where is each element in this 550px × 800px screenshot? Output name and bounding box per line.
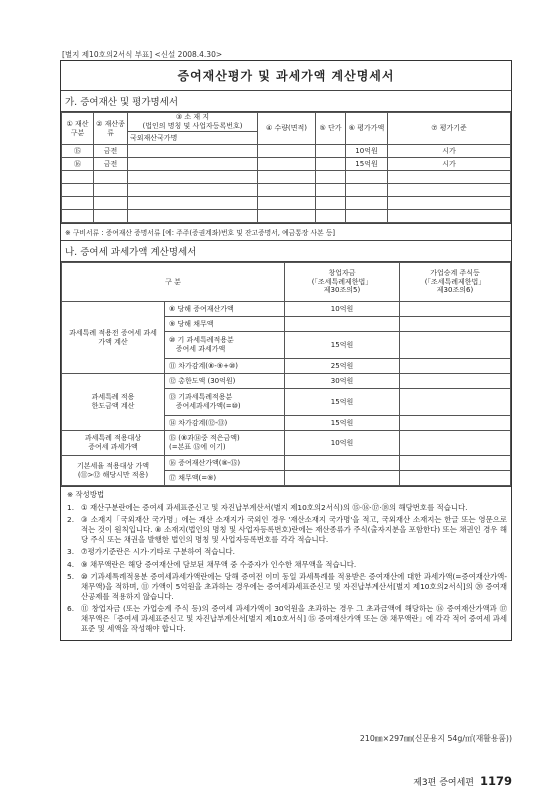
asset-valuation-table bbox=[61, 112, 511, 223]
group-basic-rate: 기본세율 적용대상 가액 (⑪>⑫ 해당시만 적용) bbox=[62, 456, 165, 486]
statement-form bbox=[60, 60, 512, 641]
col-asset-kind: ① 재산구분 bbox=[62, 113, 94, 145]
footer-part: 제3편 증여세편 bbox=[413, 778, 474, 788]
row-12-label: ⑫ 총한도액 (30억원) bbox=[165, 374, 285, 389]
list-item: 4. ⑨ 채무액란은 해당 증여재산에 담보된 채무액 중 수증자가 인수한 채무액을 적습니다. bbox=[67, 559, 357, 569]
row-9-label: ⑨ 당해 채무액 bbox=[165, 317, 285, 332]
group-target: 과세특례 적용대상 증여세 과세가액 bbox=[62, 431, 165, 456]
form-header: [별지 제10호의2서식 부표] <신설 2008.4.30> bbox=[62, 50, 223, 59]
row-14-value: 15억원 bbox=[285, 416, 400, 431]
form-title: 증여재산평가 및 과세가액 계산명세서 bbox=[61, 61, 511, 91]
group-pre-special: 과세특례 적용전 증여세 과세가액 계산 bbox=[62, 302, 165, 374]
row-11-value: 25억원 bbox=[285, 359, 400, 374]
instructions-title: ※ 작성방법 bbox=[67, 490, 105, 499]
head-gubun: 구 분 bbox=[62, 263, 285, 302]
col-location: ③ 소 재 지 (법인의 명칭 및 사업자등록번호) bbox=[128, 113, 258, 132]
row-15-label: ⑮ (⑧과⑭중 적은금액) (=본표 ⑮에 이기) bbox=[165, 431, 285, 456]
list-item: 5. ⑩ 기과세특례적용분 증여세과세가액란에는 당해 증여전 이미 동일 과세특례를 적용받은 증여재산에 대한 과세가액(=증여재산가액-채무액)을 적하며, ⑪ 가액이 5억원을 초과하는 경우에는 증여세과세표준신고 및 자진납부계산서[별지 제10호의2서식]의 ⑳ 증여재산공제를 적용하지 않습니다. bbox=[67, 572, 507, 601]
table-row bbox=[62, 184, 511, 197]
row-13-value: 15억원 bbox=[285, 389, 400, 416]
row-17-label: ⑰ 채무액(=⑨) bbox=[165, 471, 285, 486]
paper-spec: 210㎜×297㎜(신문용지 54g/㎡(재활용품)) bbox=[359, 734, 512, 743]
head-family-business: 가업승계 주식등 (「조세특례제한법」 제30조의6) bbox=[400, 263, 511, 302]
table-row bbox=[62, 210, 511, 223]
row-15-value: 10억원 bbox=[285, 431, 400, 456]
page-number: 1179 bbox=[479, 774, 512, 788]
group-limit: 과세특례 적용 한도금액 계산 bbox=[62, 374, 165, 431]
table-row: ⑮ 금전 10억원 시가 bbox=[62, 145, 511, 158]
col-valuation: ⑥ 평가가액 bbox=[346, 113, 388, 145]
row-8-label: ⑧ 당해 증여재산가액 bbox=[165, 302, 285, 317]
row-13-label: ⑬ 기과세특례적용분 증여세과세가액(=⑩) bbox=[165, 389, 285, 416]
row-12-value: 30억원 bbox=[285, 374, 400, 389]
row-10-label: ⑩ 기 과세특례적용분 증여세 과세가액 bbox=[165, 332, 285, 359]
table-row bbox=[62, 171, 511, 184]
row-10-value: 15억원 bbox=[285, 332, 400, 359]
required-documents-note: ※ 구비서류 : 증여재산 증명서류 [예: 주주(증권계좌)번호 및 잔고증명서, 예금통장 사본 등] bbox=[61, 223, 511, 241]
table-row: ⑯ 금전 15억원 시가 bbox=[62, 158, 511, 171]
writing-instructions bbox=[61, 486, 511, 640]
section-ga-title: 가. 증여재산 및 평가명세서 bbox=[61, 91, 511, 112]
list-item: 3. ⑦평가기준란은 시가·기타로 구분하여 적습니다. bbox=[67, 547, 236, 557]
col-foreign-country: 국외재산국가명 bbox=[128, 132, 258, 145]
col-unit-price: ⑤ 단가 bbox=[316, 113, 346, 145]
col-quantity: ④ 수량(면적) bbox=[258, 113, 316, 145]
section-na-title: 나. 증여세 과세가액 계산명세서 bbox=[61, 241, 511, 262]
row-14-label: ⑭ 차가감계(⑫-⑬) bbox=[165, 416, 285, 431]
col-asset-type: ② 재산종류 bbox=[94, 113, 128, 145]
list-item: 2. ③ 소재지「국외재산 국가명」에는 재산 소재지가 국외인 경우 '재산소재지 국가명'을 적고, 국외재산 소재지는 한글 또는 영문으로 적는 것이 원칙입니다. ⑧ 소재지(법인의 명칭 및 사업자등록번호)란에는 재산종류가 주식(출자지분을 포함한다) 또는 채권인 경우 해당 주식 또는 채권을 발행한 법인의 명칭 및 사업자등록번호를 각각 적습니다. bbox=[67, 515, 507, 544]
list-item: 1. ① 재산구분란에는 증여세 과세표준신고 및 자진납부계산서(별지 제10호의2서식)의 ⑮·⑯·⑰·⑱의 해당번호를 적습니다. bbox=[67, 502, 468, 512]
row-8-value: 10억원 bbox=[285, 302, 400, 317]
row-16-label: ⑯ 증여재산가액(⑧-⑮) bbox=[165, 456, 285, 471]
row-11-label: ⑪ 차가감계(⑧-⑨+⑩) bbox=[165, 359, 285, 374]
head-startup-fund: 창업자금 (「조세특례제한법」 제30조의5) bbox=[285, 263, 400, 302]
col-basis: ⑦ 평가기준 bbox=[388, 113, 511, 145]
table-row bbox=[62, 197, 511, 210]
list-item: 6. ⑪ 창업자금 (또는 가업승계 주식 등)의 증여세 과세가액이 30억원을 초과하는 경우 그 초과금액에 해당하는 ⑯ 증여재산가액과 ⑰ 채무액은「증여세 과세표준신고 및 자진납부계산서[별지 제10호서식] ⑮ 증여재산가액 또는 ⑳ 채무액란」에 각각 적어 증여세 과세표준 및 세액을 작성해야 합니다. bbox=[67, 604, 507, 633]
taxable-amount-table bbox=[61, 262, 511, 486]
page-footer bbox=[340, 774, 512, 788]
